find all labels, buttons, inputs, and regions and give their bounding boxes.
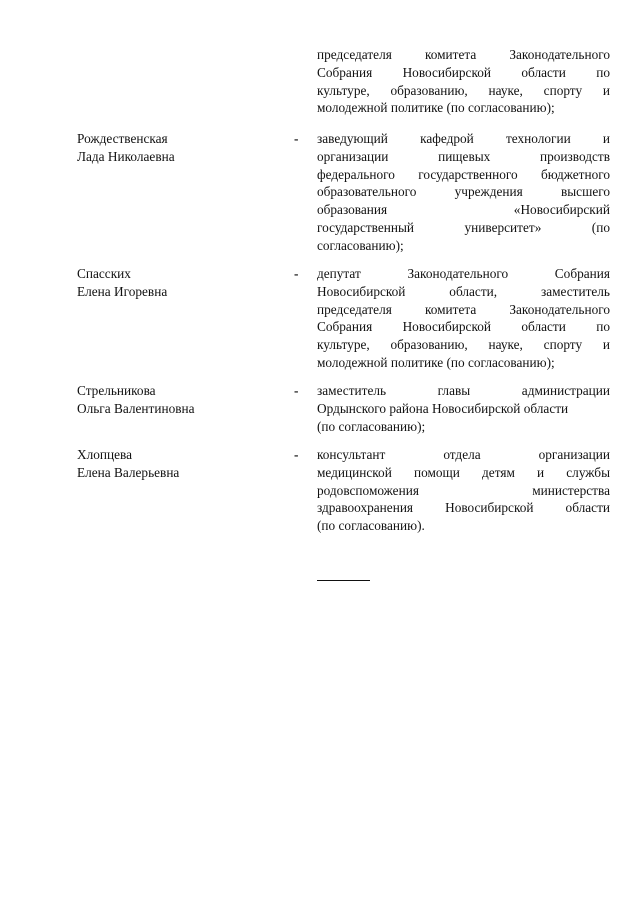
member-surname: Стрельникова — [77, 383, 156, 398]
member-surname: Хлопцева — [77, 447, 133, 462]
member-name — [77, 382, 277, 418]
member-surname: Рождественская — [77, 131, 168, 146]
member-description — [317, 130, 610, 255]
continuation-description — [317, 46, 610, 117]
description-line: молодежной политике (по согласованию); — [317, 354, 555, 370]
description-line: заместитель главы администрации — [317, 383, 610, 398]
description-line: образования «Новосибирский — [317, 202, 610, 218]
member-surname: Спасских — [77, 266, 131, 281]
description-line: депутат Законодательного Собрания — [317, 266, 610, 281]
description-line: государственный университет» (по — [317, 219, 610, 235]
description-line: здравоохранения Новосибирской области — [317, 500, 610, 516]
description-line: согласованию); — [317, 237, 404, 253]
description-line: родовспоможения министерства — [317, 482, 610, 498]
description-line: Ордынского района Новосибирской области — [317, 400, 569, 416]
description-line: консультант отдела организации — [317, 447, 610, 462]
separator-dash: - — [294, 383, 299, 398]
separator-dash: - — [294, 266, 299, 281]
member-given-name: Ольга Валентиновна — [77, 400, 195, 416]
description-line: Новосибирской области, заместитель — [317, 283, 610, 299]
separator-dash: - — [294, 447, 299, 462]
description-line: (по согласованию). — [317, 518, 425, 534]
description-line: образовательного учреждения высшего — [317, 184, 610, 200]
description-line: молодежной политике (по согласованию); — [317, 100, 555, 116]
description-line: председателя комитета Законодательного — [317, 301, 610, 317]
member-description — [317, 265, 610, 372]
member-name — [77, 265, 277, 301]
member-name — [77, 130, 277, 166]
description-line: Собрания Новосибирской области по — [317, 319, 610, 335]
description-line: федерального государственного бюджетного — [317, 166, 610, 182]
description-line: медицинской помощи детям и службы — [317, 464, 610, 480]
description-line: председателя комитета Законодательного — [317, 47, 610, 62]
closing-divider — [317, 580, 370, 581]
description-line: (по согласованию); — [317, 418, 426, 434]
description-line: культуре, образованию, науке, спорту и — [317, 82, 610, 98]
member-given-name: Елена Игоревна — [77, 283, 168, 299]
member-given-name: Елена Валерьевна — [77, 464, 180, 480]
member-name — [77, 446, 277, 482]
description-line: организации пищевых производств — [317, 148, 610, 164]
member-given-name: Лада Николаевна — [77, 148, 175, 164]
member-description — [317, 446, 610, 535]
description-line: культуре, образованию, науке, спорту и — [317, 337, 610, 353]
description-line: Собрания Новосибирской области по — [317, 64, 610, 80]
separator-dash: - — [294, 131, 299, 146]
member-description — [317, 382, 610, 435]
description-line: заведующий кафедрой технологии и — [317, 131, 610, 146]
